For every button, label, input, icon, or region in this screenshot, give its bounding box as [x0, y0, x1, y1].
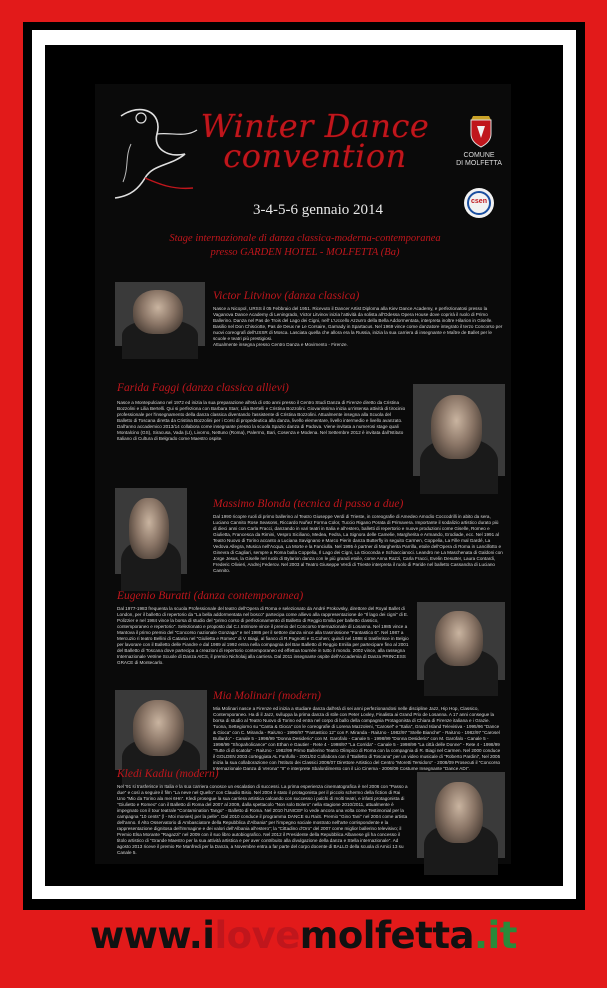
- comune-line-2: DI MOLFETTA: [456, 160, 502, 167]
- teacher-section: [95, 282, 511, 374]
- teacher-bio: Dal 1990 ricopre ruoli di primo ballerino al Teatro Giuseppe Verdi di Trieste, in coreografie di Amedeo Amodio Coccodrilli in abito da sera, Luciano Cannito Rose Seasons, Riccardo Nuñez Forma Color, Tuccio Rigano Porata di Primavera. Importante il sodalizio artistico durato più di dieci anni con Carla Fracci, danzando in vari teatri in Italia e all'estero, balletti di repertorio e nuove produzioni come Giselle, Romeo e Giulietta, Francesca da Rimini, Vespro Siciliano, Medea, Fedra, La Signora delle Camelie, Margherita e Armando, Erodiade, ecc. Nel 1991 al Teatro Nuovo di Torino accanto a Luciana Savignano e Marco Pierin danza Butterfly in seguito Carmen, Coppelia, La Fille mal Gardé, La Vedova Allegra, Musica nell'Acqua, La Morte e la Fanciulla. Nel 1995 è partner di Margherita Parrilla, etoile dell'Opera di Roma in Lancillotto e Ginevra di Cagliari, sempre a Roma balla Coppelia, Il Lago dei Cigni, La Gioconda e Schiaccianoci. Leandro ne La Maschenata di Galdoni con Jorge Jesus, la Giselle nel ruolo di Bylarion danza con le più grandi etoile, come Anna Razzi, Carla Fracci, Evelin Desutter, Laura Contardi, Frederic Olivieri, Andrej Federov. Nel 2003 al Teatro Giuseppe Verdi di Trieste interpreta il ruolo di Paride nel balletto Cassandra di Luciano Cannito.: [213, 514, 503, 573]
- url-love: love: [214, 914, 300, 957]
- subtitle-line-2: presso GARDEN HOTEL - MOLFETTA (Ba): [210, 247, 400, 258]
- teacher-section: [95, 684, 511, 776]
- event-poster: [95, 84, 511, 864]
- teacher-photo: [417, 602, 505, 680]
- teacher-name: Eugenio Buratti (danza contemporanea): [117, 590, 304, 602]
- teacher-section: [95, 382, 511, 478]
- teacher-name: Victor Litvinov (danza classica): [213, 290, 360, 302]
- url-prefix: www.i: [90, 914, 215, 957]
- subtitle-line-1: Stage internazionale di danza classica-moderna-contemporanea: [169, 233, 441, 244]
- teacher-name: Massimo Blonda (tecnica di passo a due): [213, 498, 404, 510]
- url-suffix: .it: [474, 914, 517, 957]
- event-dates: 3-4-5-6 gennaio 2014: [253, 202, 383, 218]
- teacher-bio: Nasce a Montepulciano nel 1972 ed inizia la sua preparazione all'età di otto anni presso il Centro Studi Danza di Firenze diretto da Cristina Bozzolini e Lilia Bertelli. Qui si perfeziona con Barbara Starr, Lilia Bertelli e Cristina Bozzolini. Giovanissima inizia un'intensa attività di tirocinio professionale per l'insegnamento della danza classica diventando l'assistente di Cristina Bozzolini. Attualmente insegna alla Scuola del Balletto di Toscana diretta da Cristina Bozzolini per i Corsi di propedeutica alla danza, livello elementare, livello intermedio e livello avanzato. Dall'anno accademico 2013/14 collabora come insegnante presso la scuola Spazio danza di Padova. Viene invitata a numerosi stage quali Montalcino (GS), Siracusa, Vada (LI), Livorno, Nettuno (Roma), Palermo, Bari, Cosenza e Modena. Nel Settembre 2012 è invitata dall'Istituto Italiano di Cultura di Belgrado come Maestro ospite.: [117, 400, 406, 441]
- teacher-section: [95, 590, 511, 680]
- teacher-section: [95, 768, 511, 864]
- logo-text: csen: [471, 198, 487, 205]
- csen-logo: [464, 188, 494, 218]
- bio-text-2: Attualmente insegna presso Centro Danza e Movimento - Firenze.: [213, 342, 348, 347]
- bio-text: Nasce a Nicopol, URSS il 05 Febbraio del 1951. Ricevuto il Dancer Artist Diploma alla Kiev Dance Academy, e perfezionatosi presso la Vaganova Dance Academy di Leningrado, Victor Litvinov inizia l'attività da solista all'Odessa Opera House dove coprirà il ruolo di Primo Ballerino. Danza nel Pas de Trois del Lago dei Cigni, nell' L'Uccello Azzurro della Bella Addormentata, interpreta inoltre Hilarion in Giselle. Basilio nel Don Chisciotte, Pas de Deux ne Le Corsaire, Garnady in Spartacus. Nel 1969 vince come danzatore integrato il terzo Concorso per nuovi coreografi dell'USSR di Mosca. Lasciata quella che allora era la Russia, inizia la sua carriera di insegnante e Maître de Ballet per le scuole e teatri più prestigiosi.: [213, 306, 503, 341]
- teacher-photo: [115, 282, 205, 346]
- teacher-photo: [115, 690, 207, 770]
- title-line-2: convention: [223, 137, 407, 175]
- teacher-photo: [413, 384, 505, 476]
- teacher-bio: Mia Molinari nasce a Firenze ed inizia a studiare danza dall'età di sei anni perfezionandosi nelle discipline Jazz, Hip Hop, Classico, Contemporaneo. Ha di il Jazz, sviluppa la prima danza di stile con Peter Loxley, Finalista ai Grand Prix de Losanna. A 17 anni consegue la borsa di studio al Teatro Nuovo di Torino ed entra nel corpo di ballo della compagnia Protagonista di Chiara di Firenze italiana e i Grazie. Tuona, Settegiorno su "Canta & Gioca" con le coreografie di Lorena Mazzoleni, "Carosel" e "Italia", Grand Island Televisiva - 1995/96 "Dance & Gioca" con C. Miranda - RaiUno - 1996/97 "Fantastico 12" con F. Miranda - RaiUno - 1982/97 "Stelle Bianche" - RaiUno - 1982/97 "Carosel Bullardo" - Canale 5 - 1998/99 "Donna Desiderio" con M. Garofalo - Canale 5 - 1998/99 "Donna Desiderio" con M. Garofalo - Canale 5 - 1998/99 "Shopaholicance" con Ethan e Gautier - Rete 4 - 1998/97 "La Corrida" - Canale 5 - 1998/99 "La città delle Donne" - Rete 4 - 1998/99 "Tutte di di scatola" - RaiUno - 1982/99 Primo Ballerino Teatro Olimpico di Roma con la compagnia di R. Biagi nel Carmen. Nel 2000 conduce il GOLDEN 2003 corteggiata AL Fanfullo - 2001/02 Collabora con il "Balletto di Toscana" per un video musicale di "Roberto Pardini", Nel 2005 inizia la sua collaborazione con l'Istituto dei Classici 2006/07 Direttore Artistico del Centro "Moretti Tersidoro" - 2008/09 Prosecuti il "Concorso Internazionale Danza di Verona" "II" e interprete Sbalordimento con il Lio Cinema - 2006/09 Costume Insegnante "Dance ADI".: [213, 706, 501, 771]
- teacher-name: Kledi Kadiu (modern): [117, 768, 219, 780]
- comune-line-1: COMUNE: [463, 152, 495, 159]
- title-line-1: Winter Dance: [200, 107, 430, 145]
- teacher-name: Mia Molinari (modern): [213, 690, 321, 702]
- teacher-photo: [115, 488, 187, 574]
- teacher-bio: Nel '91 si trasferisce in Italia e la sua carriera conosce un escalation di successi. La prima esperienza cinematografica è nel 2006 con "Passo a due" e così a seguire il film "La neve nel Quello" con Claudio Bisio. Nel 2004 è stato il protagonista per il piccolo schermo della fiction di Rai Uno "Mio da Torino ala mei 6Hn". Kledi prosegue la sua carriera artistica calcando con successo i palchi di molti teatri, e infatti protagonista di "Giulietto e Romeo" con il Balletto di Roma del 2007 al 2009, dalla spettacolo "Non solo Bolero" nella stagione 2010/2011, attualmente è impegnato con il tour teatrale "Contamination Tango" - Balletto di Roma. Nel 2010 l'UNICEF lo vede ancora una volta come Testimonial per la campagna "10 cents" (l - Moi monies) per la pelle". Dal 2010 conduce il programma DANCE su RaiS. Premio "Gino Tani" nel 2004 come artista dell'anno. Il Alto Osservatorio di Ambasciatore della Repubblica d'Albania" per l'impegno sociale mostrato nell'arte corrispondente e la rappresentazione dignitosa dell'immagine e dei valori dell'Albania all'estero"; la "Cittadino d'Oro" del 2007 come miglior ballerino televisivo; il Premio Elsa Morante "Ragazzi" nel 2009 con il suo libro autobiografico. Nel 2012 il Presidente della Repubblica Albanese gli ha concesso il titolo artistico di "Grande Maestro per la sua attività artistica e per aver contribuito alla divulgazione della danza e Stella internazionale". Ad agosto 2013 riceve il premio Re Manfredi per la Danza, a Novembre entra a far parte del corpo docente di BALLO della scuola di Amici 13 su Canale 5.: [117, 784, 408, 855]
- teacher-bio: [213, 306, 503, 360]
- url-molfetta: molfetta: [299, 914, 474, 957]
- teacher-section: [95, 484, 511, 576]
- teacher-bio: Dal 1977-1983 frequenta la scuola Professionale del teatro dell'Opera di Roma e selezionato da André Prokovsky, direttore del Royal Ballet di London, per il balletto di repertorio da "La bella addormentata nel bosco" partecipa come allievo alla rappresentazione de "Il lago dei cigni" di E. Polizzier e nel 1984 vince la borsa di studio del "primo corso di perfezionamento di Balletto di Reggio Emilia per balletto classico, contemporaneo e repertorio". Selezionato e proposto dal C.I.Intrinore vince il premio del Concorso Internazionale di Losanna. Nel 1985 vince a Mantova il primo premio del "Concorso nazionale Gonzaga" e nel 1986 per il settore danza vince alla trasmissione "Fantastico 6". Nel 1987 a Mercuzio ri teatro Bellini di Catania nel "Giulietta e Romeo" di V. Biagi, al fianco di R.Pagnotti e G.Cohen; quindi nel 1988 si trasferisce in Belgio per lavorare con il Balletto delle Fiandre e dal 1989 al 1992 entra nella compagnia del Bav Balletto di Reggio Emilia per partecipare fino al 2001 del Balletto di Toscana dove partecipa a creazioni di repertorio contemporaneo ed effettua tournée in tutto il mondo. 2002 vince, alla rassegna Internazionale Vetrine Scuole di Danza AICS, il premio Nicholaij alla carriera. Dal 2011 insegnante ospite dell'Accademia di Danza PRINCESS GRACE di Montecarlo.: [117, 606, 409, 665]
- comune-label: [449, 152, 509, 168]
- teacher-photo: [417, 772, 505, 858]
- site-url[interactable]: [0, 912, 607, 960]
- event-title: [195, 107, 435, 175]
- teacher-name: Farida Faggi (danza classica allievi): [117, 382, 289, 394]
- event-subtitle: [125, 232, 485, 260]
- coat-of-arms-icon: [467, 110, 495, 148]
